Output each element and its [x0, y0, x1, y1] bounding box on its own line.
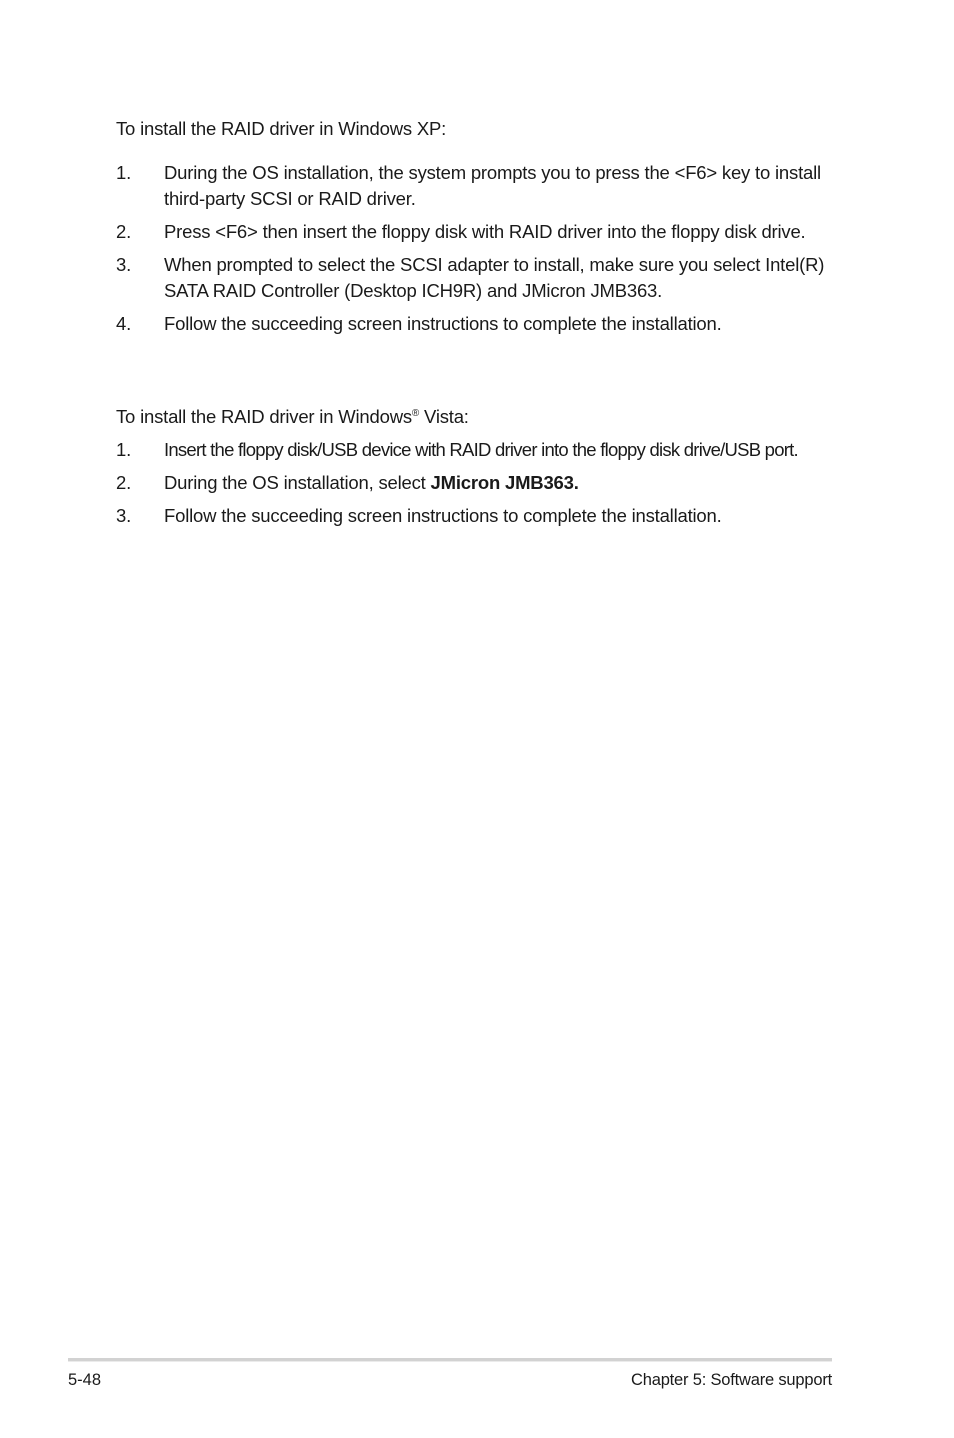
footer-divider — [68, 1358, 832, 1362]
vista-step-2 — [116, 470, 836, 496]
step-number: 1. — [116, 162, 132, 183]
step-text: Insert the floppy disk/USB device with RAID driver into the floppy disk drive/USB port. — [164, 439, 798, 460]
registered-mark: ® — [411, 408, 420, 419]
vista-intro — [116, 404, 836, 430]
vista-steps-list — [116, 437, 836, 536]
step-number: 2. — [116, 221, 132, 242]
vista-intro-prefix: To install the RAID driver in Windows — [116, 406, 412, 427]
step-text: During the OS installation, the system prompts you to press the <F6> key to install third-party SCSI or RAID driver. — [164, 162, 821, 209]
step-number: 3. — [116, 505, 132, 526]
vista-step-3 — [116, 503, 836, 529]
step-text: Follow the succeeding screen instructions to complete the installation. — [164, 313, 722, 334]
xp-steps-list — [116, 160, 836, 344]
step-text: Press <F6> then insert the floppy disk with RAID driver into the floppy disk drive. — [164, 221, 806, 242]
step-number: 4. — [116, 313, 132, 334]
step-number: 3. — [116, 254, 132, 275]
xp-step-2 — [116, 219, 836, 245]
xp-step-4 — [116, 311, 836, 337]
xp-step-1 — [116, 160, 836, 212]
step-number: 1. — [116, 439, 132, 460]
vista-intro-suffix: Vista: — [419, 406, 469, 427]
step-text: Follow the succeeding screen instructions to complete the installation. — [164, 505, 722, 526]
xp-step-3 — [116, 252, 836, 304]
step-text: During the OS installation, select — [164, 472, 431, 493]
step-text: When prompted to select the SCSI adapter to install, make sure you select Intel(R) SATA RAID Controller (Desktop ICH9R) and JMicron JMB363. — [164, 254, 825, 301]
xp-intro: To install the RAID driver in Windows XP: — [116, 118, 447, 139]
page-number: 5-48 — [68, 1371, 102, 1389]
step-number: 2. — [116, 472, 132, 493]
step-bold-text: JMicron JMB363. — [430, 472, 579, 493]
chapter-title: Chapter 5: Software support — [631, 1371, 832, 1389]
vista-step-1 — [116, 437, 836, 463]
